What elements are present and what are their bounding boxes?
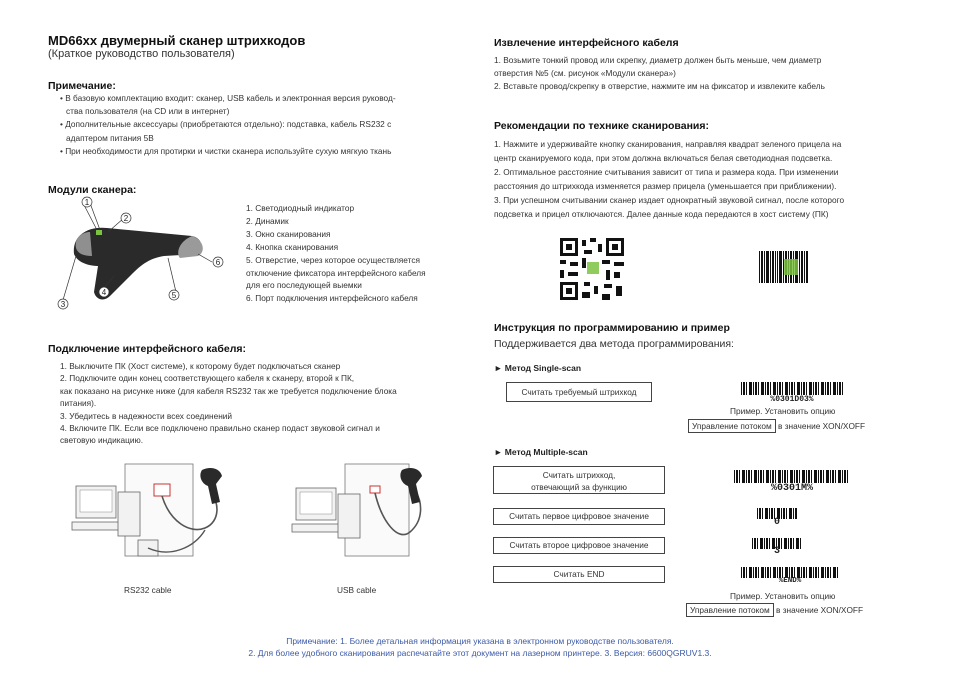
- note-heading: Примечание:: [48, 80, 116, 92]
- list-item: 3. При успешном считывании сканер издает однократный звуковой сигнал, после которого: [494, 195, 845, 205]
- usb-connector: [370, 486, 380, 493]
- callout-3: 3: [60, 300, 66, 309]
- prog-subheading: Поддерживается два метода программирования:: [494, 338, 734, 350]
- single-scan-step-box: Считать требуемый штрихкод: [506, 382, 652, 402]
- remove-heading: Извлечение интерфейсного кабеля: [494, 37, 679, 49]
- list-item: 4. Включите ПК. Если все подключено правильно сканер подаст звуковой сигнал и: [60, 423, 380, 434]
- connect-heading: Подключение интерфейсного кабеля:: [48, 343, 247, 355]
- list-item: 5. Отверстие, через которое осуществляется: [246, 254, 420, 265]
- footer-note-line2: 2. Для более удобного сканирования распечатайте этот документ на лазерном принтере. 3. Версия: 6600QGRUV1.3.: [248, 648, 712, 658]
- list-item: подсветка и прицел отключаются. Далее данные кода передаются в хост систему (ПК): [494, 209, 829, 219]
- list-item: адаптером питания 5В: [66, 132, 154, 143]
- multi-step-1-line1: Считать штрихкод,: [542, 470, 616, 480]
- barcode-label: %0301D03%: [770, 395, 814, 404]
- barcode-label: %0301M%: [770, 483, 813, 494]
- scanner-illustration: [52, 196, 232, 312]
- flow-control-option: Управление потоком: [686, 603, 774, 617]
- multi-step-box-4: Считать END: [493, 566, 665, 583]
- multi-step-box-1: [493, 466, 665, 494]
- list-item: 1. Светодиодный индикатор: [246, 203, 355, 213]
- barcode-label: 0: [773, 517, 780, 528]
- callout-5: 5: [171, 291, 177, 300]
- callout-2: 2: [123, 214, 129, 223]
- single-scan-label: ► Метод Single-scan: [494, 363, 582, 373]
- tips-list: [494, 137, 924, 221]
- db9-connector: [154, 484, 170, 496]
- list-item: 3. Окно сканирования: [246, 228, 331, 239]
- list-item: 1. Нажмите и удерживайте кнопку сканирования, направляя квадрат зеленого прицела на: [494, 139, 842, 149]
- single-example-option: [688, 420, 865, 433]
- callout-6: 6: [215, 258, 221, 267]
- list-item: расстояния до штрихкода изменяется размер прицела (уменьшается при приближении).: [494, 181, 837, 191]
- list-item: • В базовую комплектацию входит: сканер, USB кабель и электронная версия руковод-: [60, 93, 396, 103]
- list-item: 2. Оптимальное расстояние считывания зависит от типа и размера кода. При изменении: [494, 167, 839, 177]
- list-item: 2. Вставьте провод/скрепку в отверстие, нажмите им на фиксатор и извлеките кабель: [494, 81, 825, 92]
- multi-scan-label: ► Метод Multiple-scan: [494, 447, 588, 457]
- list-item: 2. Динамик: [246, 215, 289, 226]
- keyboard-icon: [72, 522, 122, 530]
- list-item: центр сканируемого кода, при этом должна включаться белая светодиодная подсветка.: [494, 153, 833, 163]
- multi-step-box-3: Считать второе цифровое значение: [493, 537, 665, 554]
- modules-heading: Модули сканера:: [48, 184, 137, 196]
- qr-code-sample: [558, 236, 626, 302]
- multi-step-1-line2: отвечающий за функцию: [531, 482, 627, 492]
- connect-list: [60, 360, 470, 447]
- rs232-caption: RS232 cable: [124, 585, 172, 595]
- list-item: 4. Кнопка сканирования: [246, 241, 339, 252]
- single-example-line: Пример. Установить опцию: [730, 406, 836, 416]
- list-item: для его последующей выемки: [246, 280, 362, 291]
- barcode-label: 3: [773, 546, 780, 557]
- led-indicator: [96, 230, 102, 235]
- barcode-label: %END%: [778, 577, 802, 585]
- list-item: питания).: [60, 398, 97, 409]
- barcode-sample: [758, 250, 810, 284]
- footer-note-line1: Примечание: 1. Более детальная информация указана в электронном руководстве пользователя.: [286, 636, 674, 646]
- multi-example-line: Пример. Установить опцию: [730, 591, 836, 601]
- list-item: 1. Выключите ПК (Хост системе), к которому будет подключаться сканер: [60, 361, 341, 371]
- barcode-0301D03: [741, 382, 843, 395]
- list-item: 2. Подключите один конец соответствующего кабеля к сканеру, второй к ПК,: [60, 373, 355, 384]
- callout-1: 1: [84, 198, 90, 207]
- usb-caption: USB cable: [337, 585, 377, 595]
- pc-tower-icon: [338, 494, 360, 538]
- multi-step-box-2: Считать первое цифровое значение: [493, 508, 665, 525]
- usb-illustration: [290, 462, 460, 577]
- doc-title: MD66xx двумерный сканер штрихкодов: [48, 33, 306, 48]
- flow-control-option: Управление потоком: [688, 419, 776, 433]
- list-item: отключение фиксатора интерфейсного кабеля: [246, 267, 426, 278]
- tips-heading: Рекомендации по технике сканирования:: [494, 120, 710, 132]
- list-item: 6. Порт подключения интерфейсного кабеля: [246, 293, 418, 304]
- aim-square: [587, 262, 599, 274]
- note-list: [60, 92, 470, 158]
- multi-example-option: [686, 604, 863, 617]
- list-item: 1. Возьмите тонкий провод или скрепку, диаметр должен быть меньше, чем диаметр: [494, 55, 822, 65]
- list-item: • Дополнительные аксессуары (приобретаются отдельно): подставка, кабель RS232 с: [60, 119, 392, 130]
- modules-list: [246, 202, 476, 305]
- list-item: • При необходимости для протирки и чистки сканера используйте сухую мягкую ткань: [60, 145, 392, 156]
- callout-4: 4: [101, 288, 107, 297]
- aim-square: [784, 259, 798, 275]
- rs232-illustration: [70, 462, 260, 577]
- prog-heading: Инструкция по программированию и пример: [494, 322, 730, 334]
- scanner-icon: [200, 468, 222, 504]
- scanner-body: [74, 228, 202, 300]
- doc-subtitle: (Краткое руководство пользователя): [48, 48, 235, 60]
- list-item: отверстия №5 (см. рисунок «Модули сканера»): [494, 68, 676, 79]
- list-item: световую индикацию.: [60, 435, 144, 446]
- list-item: как показано на рисунке ниже (для кабеля RS232 так же требуется подключение блока: [60, 385, 397, 396]
- list-item: ства пользователя (на CD или в интернет): [66, 106, 230, 117]
- keyboard-icon: [292, 524, 342, 532]
- remove-list: [494, 54, 914, 94]
- example-tail: в значение XON/XOFF: [778, 421, 866, 431]
- pc-tower-icon: [118, 492, 140, 536]
- barcode-0301M: [734, 470, 850, 483]
- list-item: 3. Убедитесь в надежности всех соединений: [60, 410, 233, 421]
- example-tail: в значение XON/XOFF: [776, 605, 864, 615]
